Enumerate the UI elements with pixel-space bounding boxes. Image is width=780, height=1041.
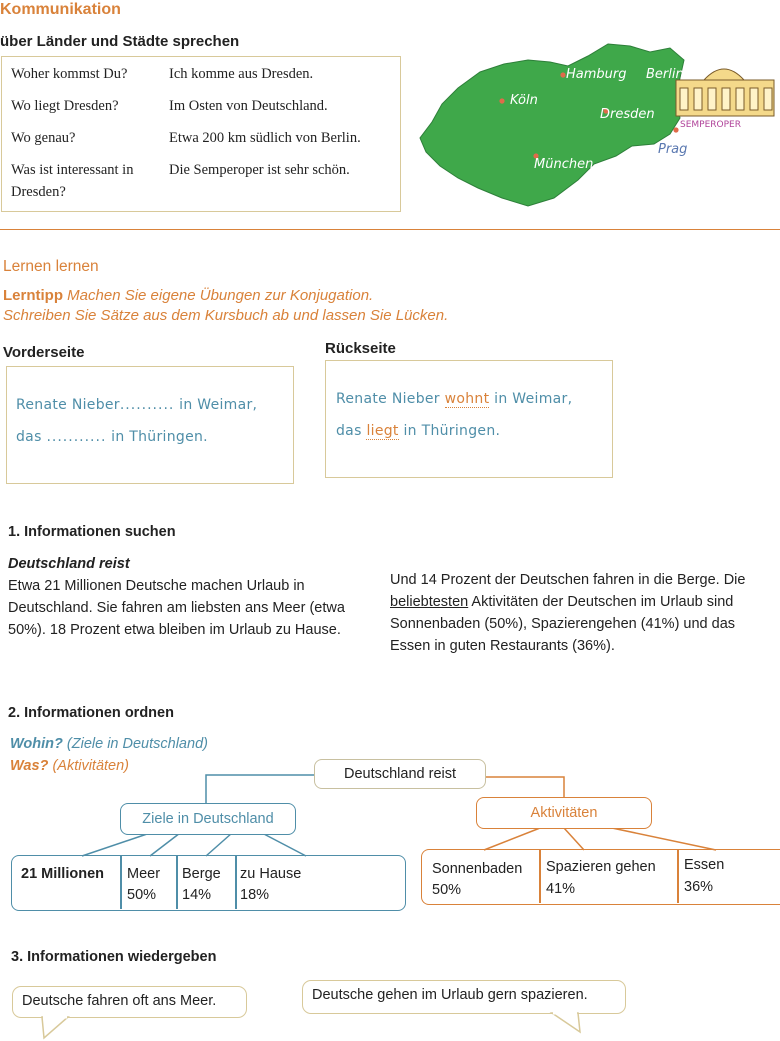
section-title: Kommunikation (0, 1, 121, 18)
section-divider (0, 229, 780, 230)
lerntipp-line2: Schreiben Sie Sätze aus dem Kursbuch ab und lassen Sie Lücken. (3, 307, 449, 324)
dialog-answer: Etwa 200 km südlich von Berlin. (169, 130, 361, 146)
article-left-text: Etwa 21 Millionen Deutsche machen Urlaub in Deutschland. Sie fahren am liebsten ans Meer (etwa 50%). 18 Prozent etwa bleiben im Urlaub zu Hause. (8, 578, 345, 638)
lernen-title: Lernen lernen (3, 258, 99, 275)
dialog-answer: Im Osten von Deutschland. (169, 98, 328, 114)
landmark-label: SEMPEROPER (680, 120, 741, 130)
ziele-value: 18% (240, 887, 270, 903)
step3-title: 3. Informationen wiedergeben (11, 949, 217, 965)
city-label-prag: Prag (658, 142, 688, 157)
back-label: Rückseite (325, 340, 396, 357)
card-front (6, 366, 294, 484)
germany-map (418, 38, 780, 210)
dialog-answer: Die Semperoper ist sehr schön. (169, 162, 350, 178)
lerntipp-label: Lerntipp (3, 287, 63, 304)
city-label-dresden: Dresden (600, 107, 655, 122)
card-front-line2: das ........... in Thüringen. (16, 429, 208, 445)
article-title: Deutschland reist (8, 556, 130, 572)
dialog-question: Wo genau? (11, 130, 76, 146)
step1-title: 1. Informationen suchen (8, 524, 176, 540)
was-line: Was? (Aktivitäten) (10, 758, 130, 774)
ziele-value: 14% (182, 887, 212, 903)
front-label: Vorderseite (3, 344, 85, 361)
aktivitaet-label: Essen (684, 857, 725, 873)
card-front-line1: Renate Nieber.......... in Weimar, (16, 397, 258, 413)
ziele-table (11, 855, 406, 911)
bubble-tail-icon (548, 1012, 588, 1037)
card-back (325, 360, 613, 478)
wohin-line: Wohin? (Ziele in Deutschland) (10, 736, 208, 752)
germany-shape (420, 44, 684, 206)
dialog-question: Wo liegt Dresden? (11, 98, 119, 114)
card-back-line1: Renate Nieber wohnt in Weimar, (336, 391, 573, 407)
city-label-koeln: Köln (510, 93, 538, 108)
aktivitaet-value: 41% (546, 881, 576, 897)
dialog-table (1, 56, 401, 212)
aktivitaeten-table (421, 849, 780, 905)
ziele-total: 21 Millionen (21, 866, 104, 882)
ziele-label: zu Hause (240, 866, 302, 882)
semperoper-icon (676, 69, 774, 116)
aktivitaet-label: Sonnenbaden (432, 861, 523, 877)
speech-bubble: Deutsche gehen im Urlaub gern spazieren. (302, 980, 626, 1014)
step2-title: 2. Informationen ordnen (8, 705, 174, 721)
card-back-line2: das liegt in Thüringen. (336, 423, 501, 439)
komm-subtitle: über Länder und Städte sprechen (0, 33, 240, 50)
article-right-text: Und 14 Prozent der Deutschen fahren in die Berge. Die beliebtesten Aktivitäten der Deutschen im Urlaub sind Sonnenbaden (50%), Spazierengehen (41%) und das Essen in guten Restaurants (36%). (390, 572, 746, 654)
tree-node-aktivitaeten: Aktivitäten (476, 797, 652, 829)
tree-node-ziele: Ziele in Deutschland (120, 803, 296, 835)
lerntipp-line1: Machen Sie eigene Übungen zur Konjugation. (67, 287, 374, 304)
ziele-value: 50% (127, 887, 157, 903)
ziele-label: Meer (127, 866, 161, 882)
aktivitaet-value: 36% (684, 879, 714, 895)
aktivitaet-label: Spazieren gehen (546, 859, 656, 875)
dialog-answer: Ich komme aus Dresden. (169, 66, 314, 82)
lerntipp (3, 286, 763, 326)
bubble-tail-icon (38, 1016, 78, 1041)
city-label-hamburg: Hamburg (566, 67, 627, 82)
city-label-berlin: Berlin (646, 67, 684, 82)
aktivitaet-value: 50% (432, 882, 462, 898)
underlined-word: beliebtesten (390, 594, 469, 610)
ziele-label: Berge (182, 866, 221, 882)
tree-root: Deutschland reist (314, 759, 486, 789)
speech-bubble: Deutsche fahren oft ans Meer. (12, 986, 247, 1018)
city-label-muenchen: München (534, 157, 594, 172)
dialog-question: Was ist interessant in Dresden? (11, 162, 134, 200)
dialog-question: Woher kommst Du? (11, 66, 128, 82)
